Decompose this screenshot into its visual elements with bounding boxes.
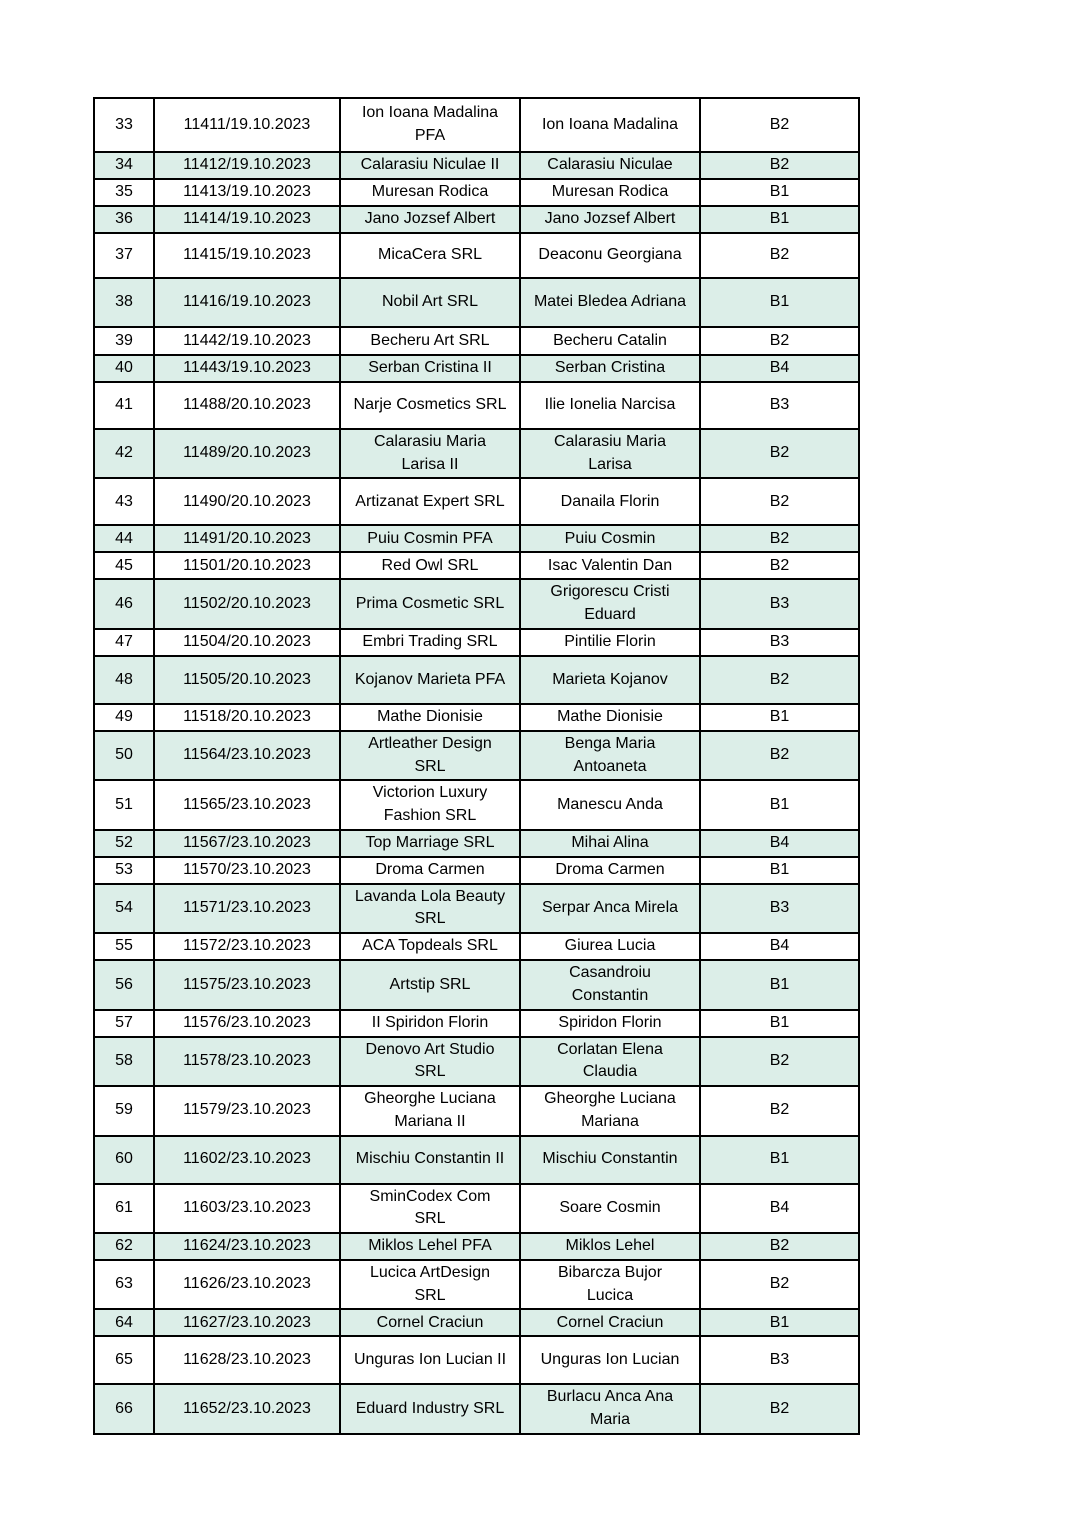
representative-name-cell: Bibarcza Bujor Lucica <box>520 1260 700 1309</box>
applicant-name-cell: Jano Jozsef Albert <box>340 206 520 233</box>
representative-name-cell: Corlatan Elena Claudia <box>520 1037 700 1086</box>
applicant-name-cell: Narje Cosmetics SRL <box>340 382 520 429</box>
category-cell: B2 <box>700 1037 859 1086</box>
category-cell: B3 <box>700 1336 859 1384</box>
table-row <box>94 179 859 206</box>
applicant-name-cell: Artstip SRL <box>340 960 520 1009</box>
category-cell: B1 <box>700 278 859 327</box>
applicant-name-cell: Eduard Industry SRL <box>340 1384 520 1433</box>
applicant-name-cell: Prima Cosmetic SRL <box>340 579 520 628</box>
registration-number-cell: 11602/23.10.2023 <box>154 1136 340 1184</box>
table-row <box>94 1233 859 1260</box>
representative-name-cell: Ilie Ionelia Narcisa <box>520 382 700 429</box>
row-number-cell: 55 <box>94 933 154 960</box>
applicant-name-cell: Serban Cristina II <box>340 355 520 382</box>
applicant-name-cell: Unguras Ion Lucian II <box>340 1336 520 1384</box>
category-cell: B2 <box>700 233 859 278</box>
registration-number-cell: 11576/23.10.2023 <box>154 1010 340 1037</box>
representative-name-cell: Calarasiu Niculae <box>520 152 700 179</box>
representative-name-cell: Serpar Anca Mirela <box>520 884 700 933</box>
applicant-name-cell: Embri Trading SRL <box>340 629 520 656</box>
registration-number-cell: 11624/23.10.2023 <box>154 1233 340 1260</box>
category-cell: B1 <box>700 179 859 206</box>
table-row <box>94 233 859 278</box>
applicant-name-cell: Lucica ArtDesign SRL <box>340 1260 520 1309</box>
category-cell: B2 <box>700 656 859 704</box>
registration-number-cell: 11627/23.10.2023 <box>154 1309 340 1336</box>
table-row <box>94 327 859 355</box>
representative-name-cell: Mathe Dionisie <box>520 704 700 731</box>
category-cell: B3 <box>700 884 859 933</box>
category-cell: B1 <box>700 960 859 1009</box>
representative-name-cell: Manescu Anda <box>520 780 700 829</box>
applicant-name-cell: Artizanat Expert SRL <box>340 478 520 525</box>
representative-name-cell: Becheru Catalin <box>520 327 700 355</box>
category-cell: B2 <box>700 478 859 525</box>
applicant-name-cell: Becheru Art SRL <box>340 327 520 355</box>
row-number-cell: 33 <box>94 98 154 152</box>
applicant-name-cell: SminCodex Com SRL <box>340 1184 520 1233</box>
category-cell: B2 <box>700 98 859 152</box>
row-number-cell: 63 <box>94 1260 154 1309</box>
row-number-cell: 46 <box>94 579 154 628</box>
registry-table-body <box>94 98 859 1434</box>
applicant-name-cell: Puiu Cosmin PFA <box>340 525 520 552</box>
applicant-name-cell: Cornel Craciun <box>340 1309 520 1336</box>
representative-name-cell: Marieta Kojanov <box>520 656 700 704</box>
registration-number-cell: 11571/23.10.2023 <box>154 884 340 933</box>
registration-number-cell: 11413/19.10.2023 <box>154 179 340 206</box>
applicant-name-cell: Artleather Design SRL <box>340 731 520 780</box>
representative-name-cell: Casandroiu Constantin <box>520 960 700 1009</box>
applicant-name-cell: MicaCera SRL <box>340 233 520 278</box>
registration-number-cell: 11443/19.10.2023 <box>154 355 340 382</box>
category-cell: B1 <box>700 704 859 731</box>
applicant-name-cell: Nobil Art SRL <box>340 278 520 327</box>
registration-number-cell: 11628/23.10.2023 <box>154 1336 340 1384</box>
registry-table <box>93 97 860 1435</box>
row-number-cell: 36 <box>94 206 154 233</box>
row-number-cell: 54 <box>94 884 154 933</box>
table-row <box>94 478 859 525</box>
registration-number-cell: 11570/23.10.2023 <box>154 857 340 884</box>
representative-name-cell: Gheorghe Luciana Mariana <box>520 1086 700 1135</box>
applicant-name-cell: ACA Topdeals SRL <box>340 933 520 960</box>
row-number-cell: 62 <box>94 1233 154 1260</box>
representative-name-cell: Miklos Lehel <box>520 1233 700 1260</box>
row-number-cell: 52 <box>94 830 154 857</box>
category-cell: B1 <box>700 1136 859 1184</box>
applicant-name-cell: Calarasiu Maria Larisa II <box>340 429 520 478</box>
registration-number-cell: 11518/20.10.2023 <box>154 704 340 731</box>
table-row <box>94 278 859 327</box>
applicant-name-cell: Muresan Rodica <box>340 179 520 206</box>
table-row <box>94 382 859 429</box>
category-cell: B4 <box>700 1184 859 1233</box>
representative-name-cell: Giurea Lucia <box>520 933 700 960</box>
table-row <box>94 1136 859 1184</box>
row-number-cell: 51 <box>94 780 154 829</box>
representative-name-cell: Unguras Ion Lucian <box>520 1336 700 1384</box>
table-row <box>94 884 859 933</box>
registration-number-cell: 11501/20.10.2023 <box>154 552 340 579</box>
representative-name-cell: Calarasiu Maria Larisa <box>520 429 700 478</box>
representative-name-cell: Soare Cosmin <box>520 1184 700 1233</box>
row-number-cell: 37 <box>94 233 154 278</box>
table-row <box>94 933 859 960</box>
category-cell: B2 <box>700 429 859 478</box>
table-row <box>94 579 859 628</box>
category-cell: B4 <box>700 355 859 382</box>
registration-number-cell: 11412/19.10.2023 <box>154 152 340 179</box>
registration-number-cell: 11490/20.10.2023 <box>154 478 340 525</box>
applicant-name-cell: II Spiridon Florin <box>340 1010 520 1037</box>
table-row <box>94 1260 859 1309</box>
row-number-cell: 60 <box>94 1136 154 1184</box>
category-cell: B4 <box>700 830 859 857</box>
applicant-name-cell: Miklos Lehel PFA <box>340 1233 520 1260</box>
registration-number-cell: 11567/23.10.2023 <box>154 830 340 857</box>
representative-name-cell: Pintilie Florin <box>520 629 700 656</box>
category-cell: B1 <box>700 206 859 233</box>
category-cell: B2 <box>700 152 859 179</box>
table-row <box>94 525 859 552</box>
applicant-name-cell: Victorion Luxury Fashion SRL <box>340 780 520 829</box>
row-number-cell: 45 <box>94 552 154 579</box>
table-row <box>94 1010 859 1037</box>
registration-number-cell: 11416/19.10.2023 <box>154 278 340 327</box>
table-row <box>94 780 859 829</box>
table-row <box>94 552 859 579</box>
registration-number-cell: 11565/23.10.2023 <box>154 780 340 829</box>
table-row <box>94 1184 859 1233</box>
applicant-name-cell: Lavanda Lola Beauty SRL <box>340 884 520 933</box>
representative-name-cell: Spiridon Florin <box>520 1010 700 1037</box>
row-number-cell: 40 <box>94 355 154 382</box>
table-row <box>94 1086 859 1135</box>
row-number-cell: 38 <box>94 278 154 327</box>
row-number-cell: 41 <box>94 382 154 429</box>
table-row <box>94 355 859 382</box>
representative-name-cell: Muresan Rodica <box>520 179 700 206</box>
applicant-name-cell: Calarasiu Niculae II <box>340 152 520 179</box>
row-number-cell: 59 <box>94 1086 154 1135</box>
row-number-cell: 66 <box>94 1384 154 1433</box>
applicant-name-cell: Ion Ioana Madalina PFA <box>340 98 520 152</box>
row-number-cell: 65 <box>94 1336 154 1384</box>
representative-name-cell: Danaila Florin <box>520 478 700 525</box>
representative-name-cell: Matei Bledea Adriana <box>520 278 700 327</box>
representative-name-cell: Droma Carmen <box>520 857 700 884</box>
row-number-cell: 64 <box>94 1309 154 1336</box>
category-cell: B2 <box>700 1384 859 1433</box>
representative-name-cell: Mihai Alina <box>520 830 700 857</box>
category-cell: B2 <box>700 1260 859 1309</box>
representative-name-cell: Isac Valentin Dan <box>520 552 700 579</box>
table-row <box>94 1336 859 1384</box>
representative-name-cell: Deaconu Georgiana <box>520 233 700 278</box>
table-row <box>94 206 859 233</box>
registration-number-cell: 11505/20.10.2023 <box>154 656 340 704</box>
representative-name-cell: Puiu Cosmin <box>520 525 700 552</box>
representative-name-cell: Cornel Craciun <box>520 1309 700 1336</box>
registration-number-cell: 11415/19.10.2023 <box>154 233 340 278</box>
applicant-name-cell: Mathe Dionisie <box>340 704 520 731</box>
table-row <box>94 857 859 884</box>
row-number-cell: 39 <box>94 327 154 355</box>
category-cell: B2 <box>700 525 859 552</box>
table-row <box>94 152 859 179</box>
category-cell: B1 <box>700 1309 859 1336</box>
category-cell: B3 <box>700 629 859 656</box>
registration-number-cell: 11579/23.10.2023 <box>154 1086 340 1135</box>
category-cell: B2 <box>700 327 859 355</box>
category-cell: B3 <box>700 382 859 429</box>
row-number-cell: 48 <box>94 656 154 704</box>
applicant-name-cell: Droma Carmen <box>340 857 520 884</box>
registration-number-cell: 11575/23.10.2023 <box>154 960 340 1009</box>
row-number-cell: 43 <box>94 478 154 525</box>
representative-name-cell: Grigorescu Cristi Eduard <box>520 579 700 628</box>
table-row <box>94 704 859 731</box>
row-number-cell: 53 <box>94 857 154 884</box>
registration-number-cell: 11578/23.10.2023 <box>154 1037 340 1086</box>
table-row <box>94 629 859 656</box>
representative-name-cell: Mischiu Constantin <box>520 1136 700 1184</box>
table-row <box>94 1037 859 1086</box>
table-row <box>94 429 859 478</box>
category-cell: B1 <box>700 780 859 829</box>
table-row <box>94 1309 859 1336</box>
row-number-cell: 58 <box>94 1037 154 1086</box>
registration-number-cell: 11411/19.10.2023 <box>154 98 340 152</box>
representative-name-cell: Burlacu Anca Ana Maria <box>520 1384 700 1433</box>
row-number-cell: 44 <box>94 525 154 552</box>
category-cell: B1 <box>700 1010 859 1037</box>
table-row <box>94 656 859 704</box>
applicant-name-cell: Red Owl SRL <box>340 552 520 579</box>
row-number-cell: 47 <box>94 629 154 656</box>
representative-name-cell: Ion Ioana Madalina <box>520 98 700 152</box>
representative-name-cell: Serban Cristina <box>520 355 700 382</box>
applicant-name-cell: Kojanov Marieta PFA <box>340 656 520 704</box>
category-cell: B2 <box>700 731 859 780</box>
registration-number-cell: 11488/20.10.2023 <box>154 382 340 429</box>
category-cell: B2 <box>700 1086 859 1135</box>
table-row <box>94 98 859 152</box>
applicant-name-cell: Top Marriage SRL <box>340 830 520 857</box>
registration-number-cell: 11489/20.10.2023 <box>154 429 340 478</box>
table-row <box>94 1384 859 1433</box>
registration-number-cell: 11504/20.10.2023 <box>154 629 340 656</box>
applicant-name-cell: Denovo Art Studio SRL <box>340 1037 520 1086</box>
row-number-cell: 61 <box>94 1184 154 1233</box>
representative-name-cell: Benga Maria Antoaneta <box>520 731 700 780</box>
row-number-cell: 35 <box>94 179 154 206</box>
row-number-cell: 49 <box>94 704 154 731</box>
table-row <box>94 960 859 1009</box>
category-cell: B2 <box>700 1233 859 1260</box>
registration-number-cell: 11603/23.10.2023 <box>154 1184 340 1233</box>
category-cell: B2 <box>700 552 859 579</box>
registration-number-cell: 11502/20.10.2023 <box>154 579 340 628</box>
row-number-cell: 57 <box>94 1010 154 1037</box>
table-row <box>94 731 859 780</box>
row-number-cell: 42 <box>94 429 154 478</box>
registration-number-cell: 11442/19.10.2023 <box>154 327 340 355</box>
row-number-cell: 50 <box>94 731 154 780</box>
applicant-name-cell: Mischiu Constantin II <box>340 1136 520 1184</box>
applicant-name-cell: Gheorghe Luciana Mariana II <box>340 1086 520 1135</box>
row-number-cell: 56 <box>94 960 154 1009</box>
registration-number-cell: 11626/23.10.2023 <box>154 1260 340 1309</box>
registration-number-cell: 11564/23.10.2023 <box>154 731 340 780</box>
row-number-cell: 34 <box>94 152 154 179</box>
registration-number-cell: 11414/19.10.2023 <box>154 206 340 233</box>
representative-name-cell: Jano Jozsef Albert <box>520 206 700 233</box>
table-row <box>94 830 859 857</box>
registration-number-cell: 11491/20.10.2023 <box>154 525 340 552</box>
registration-number-cell: 11572/23.10.2023 <box>154 933 340 960</box>
category-cell: B4 <box>700 933 859 960</box>
category-cell: B1 <box>700 857 859 884</box>
category-cell: B3 <box>700 579 859 628</box>
registration-number-cell: 11652/23.10.2023 <box>154 1384 340 1433</box>
